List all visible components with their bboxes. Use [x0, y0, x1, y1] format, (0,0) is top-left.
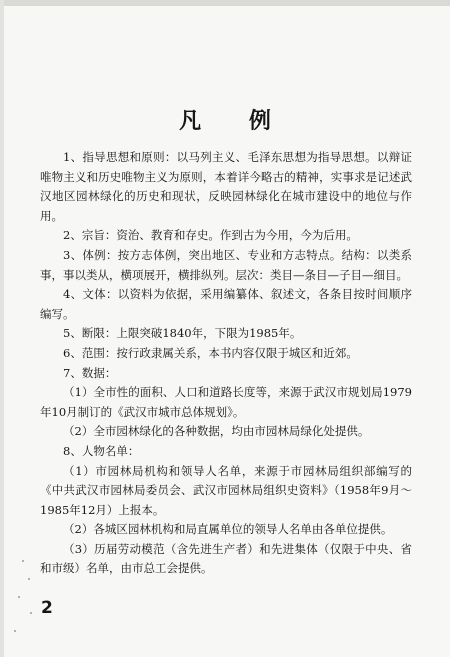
paragraph-format: 3、体例：按方志体例，突出地区、专业和方志特点。结构：以类系事，事以类从，横项展开，横排纵列。层次：类目—条目—子目—细目。 — [40, 247, 412, 282]
document-body — [40, 148, 412, 579]
paragraph-data-item-2: （2）全市园林绿化的各种数据，均由市园林局绿化处提供。 — [63, 424, 370, 439]
paragraph-time-range: 5、断限：上限突破1840年，下限为1985年。 — [63, 326, 302, 341]
paragraph-personnel-item-2: （2）各城区园林机构和局直属单位的领导人名单由各单位提供。 — [63, 522, 393, 537]
scan-speck — [28, 578, 30, 580]
page-title: 凡 例 — [179, 109, 291, 134]
scan-border-left — [0, 0, 4, 657]
scan-speck — [22, 560, 24, 562]
paragraph-data-item-1: （1）全市性的面积、人口和道路长度等，来源于武汉市规划局1979年10月制订的《武汉市城市总体规划》。 — [40, 385, 412, 419]
paragraph-personnel-item-3: （3）历届劳动模范（含先进生产者）和先进集体（仅限于中央、省和市级）名单，由市总工会提供。 — [40, 541, 412, 576]
paragraph-data-heading: 7、数据： — [63, 365, 117, 380]
paragraph-guiding-principles: 1、指导思想和原则：以马列主义、毛泽东思想为指导思想。以辩证唯物主义和历史唯物主义为原则，本着详今略古的精神，实事求是记述武汉地区园林绿化的历史和现状，反映园林绿化在城市建设中的地位与作用。 — [40, 150, 412, 223]
paragraph-writing-style: 4、文体：以资料为依据，采用编纂体、叙述文，各条目按时间顺序编写。 — [40, 287, 412, 321]
scan-speck — [30, 612, 32, 614]
paragraph-personnel-heading: 8、人物名单： — [63, 443, 140, 458]
paragraph-personnel-item-1: （1）市园林局机构和领导人名单，来源于市园林局组织部编写的《中共武汉市园林局委员会、武汉市园林局组织史资料》（1958年9月～1985年12月）上报本。 — [40, 463, 412, 517]
page-number: 2 — [41, 598, 53, 618]
scan-speck — [18, 596, 20, 598]
paragraph-purpose: 2、宗旨：资治、教育和存史。作到古为今用，今为后用。 — [63, 228, 358, 243]
scan-speck — [14, 630, 16, 632]
paragraph-scope: 6、范围：按行政隶属关系，本书内容仅限于城区和近郊。 — [63, 345, 358, 360]
scan-border-top — [0, 0, 450, 6]
